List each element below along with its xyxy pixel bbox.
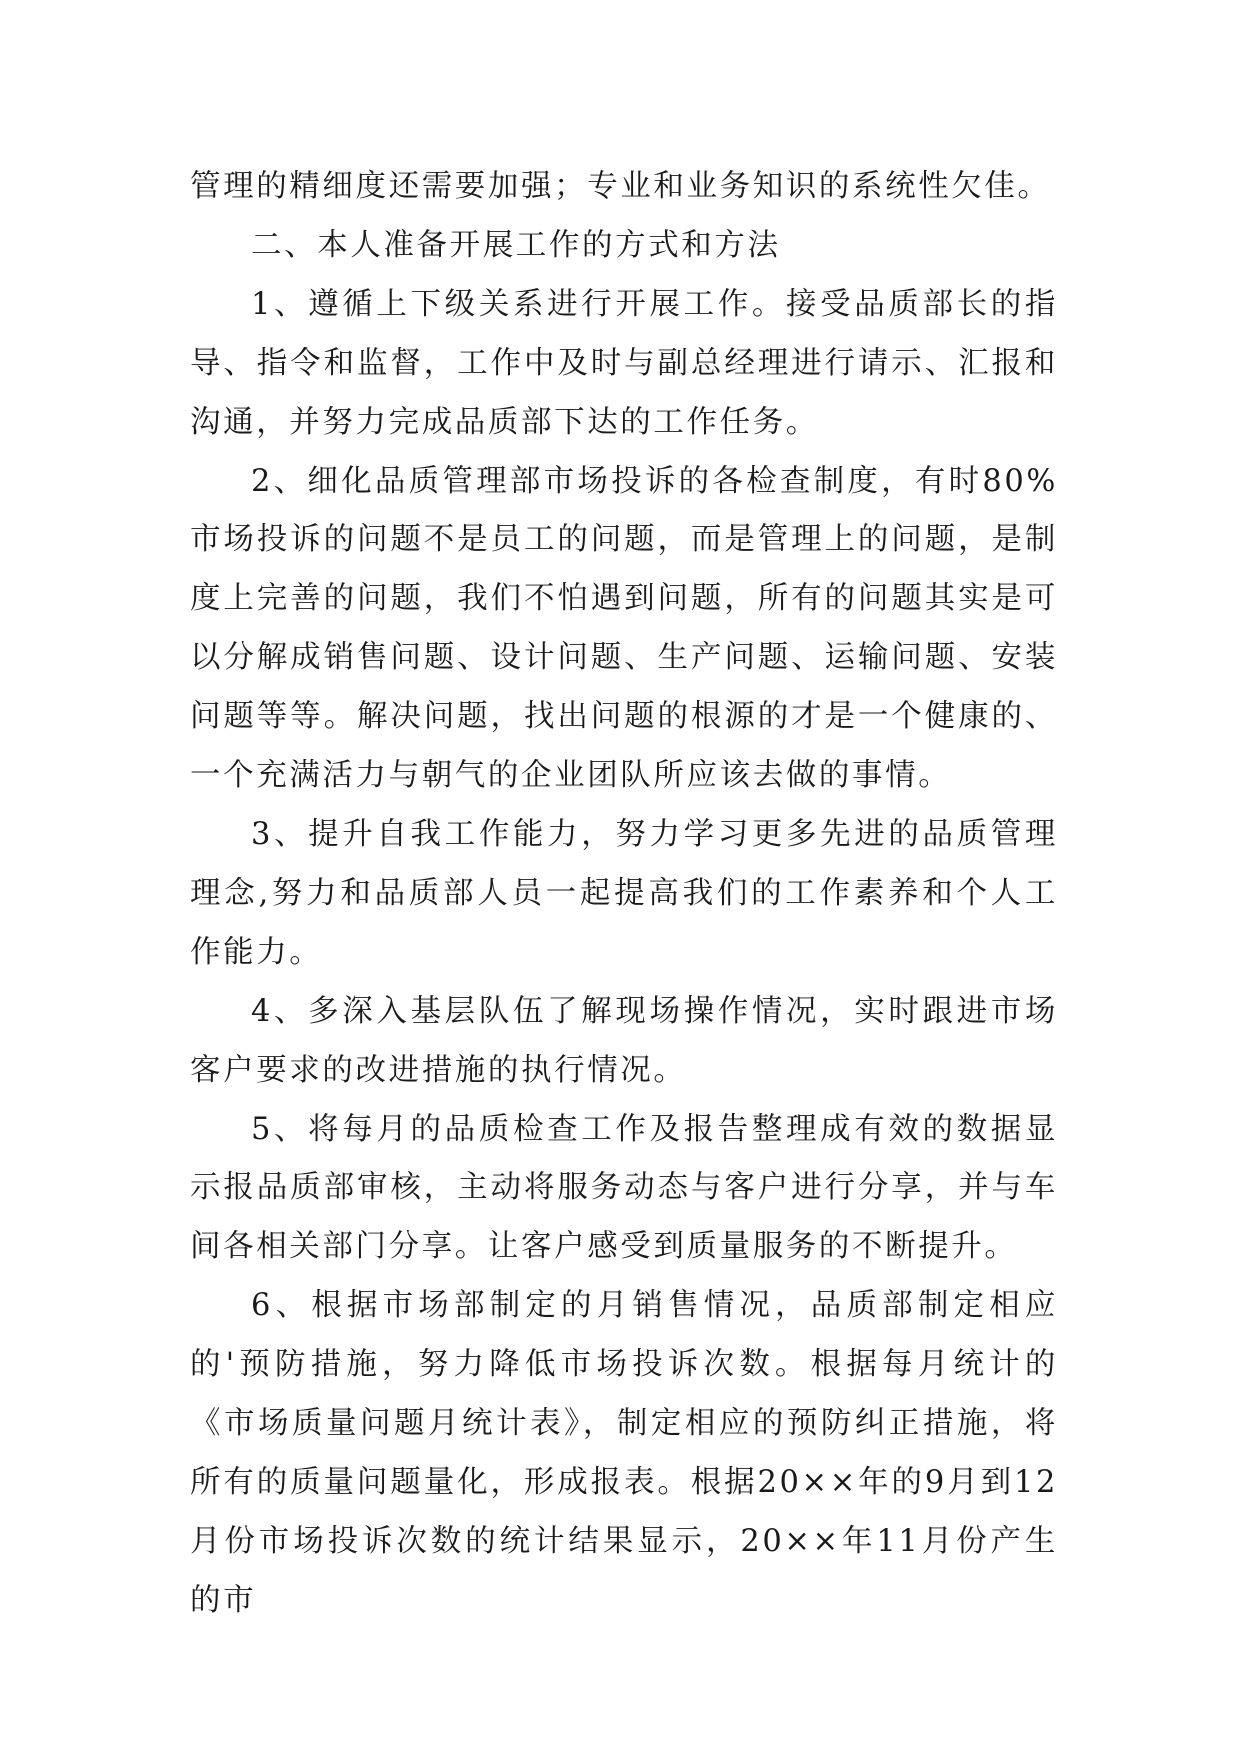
paragraph-item-4: 4、多深入基层队伍了解现场操作情况，实时跟进市场客户要求的改进措施的执行情况。 <box>190 993 1058 1088</box>
section-heading: 二、本人准备开展工作的方式和方法 <box>251 227 781 263</box>
paragraph-item-6: 6、根据市场部制定的月销售情况，品质部制定相应的'预防措施，努力降低市场投诉次数。根据每月统计的《市场质量问题月统计表》，制定相应的预防纠正措施，将所有的质量问题量化，形成报表。根据20××年的9月到12月份市场投诉次数的统计结果显示，20××年11月份产生的市 <box>190 1288 1058 1618</box>
paragraph-item-3: 3、提升自我工作能力，努力学习更多先进的品质管理理念,努力和品质部人员一起提高我们的工作素养和个人工作能力。 <box>190 816 1058 970</box>
paragraph-continuation: 管理的精细度还需要加强；专业和业务知识的系统性欠佳。 <box>190 169 1051 204</box>
paragraph-item-1: 1、遵循上下级关系进行开展工作。接受品质部长的指导、指令和监督，工作中及时与副总经理进行请示、汇报和沟通，并努力完成品质部下达的工作任务。 <box>190 286 1058 440</box>
paragraph-item-5: 5、将每月的品质检查工作及报告整理成有效的数据显示报品质部审核，主动将服务动态与客户进行分享，并与车间各相关部门分享。让客户感受到质量服务的不断提升。 <box>190 1111 1058 1265</box>
document-body <box>190 158 1058 1631</box>
paragraph-item-2: 2、细化品质管理部市场投诉的各检查制度，有时80%市场投诉的问题不是员工的问题，而是管理上的问题，是制度上完善的问题，我们不怕遇到问题，所有的问题其实是可以分解成销售问题、设计问题、生产问题、运输问题、安装问题等等。解决问题，找出问题的根源的才是一个健康的、一个充满活力与朝气的企业团队所应该去做的事情。 <box>190 463 1058 794</box>
